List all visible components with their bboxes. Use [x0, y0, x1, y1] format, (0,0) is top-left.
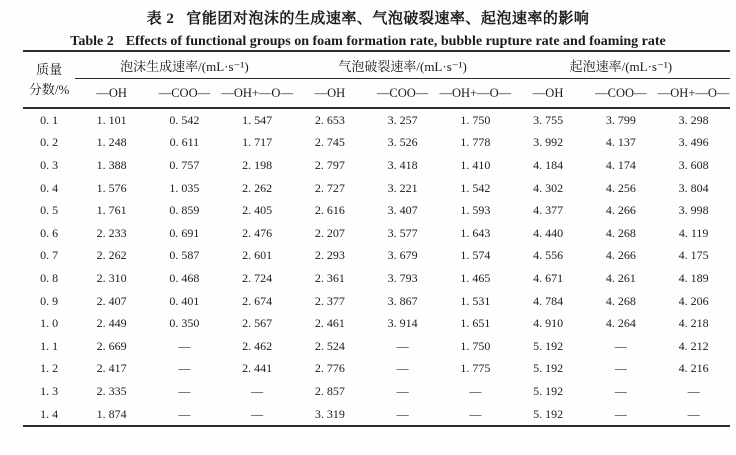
table-title-en-text: Effects of functional groups on foam formation rate, bubble rupture rate and foaming rate [125, 34, 666, 49]
mass-fraction-cell: 0. 7 [40, 248, 59, 263]
value-cell: — [178, 338, 191, 353]
value-cell: 3. 998 [678, 203, 709, 218]
value-cell: — [396, 338, 409, 353]
table-row [23, 199, 730, 222]
value-cell: 4. 216 [678, 361, 709, 376]
mass-fraction-cell: 0. 1 [40, 112, 59, 127]
value-cell: — [614, 406, 627, 421]
value-cell: 5. 192 [533, 406, 564, 421]
col-subheader-oh-o-2: —OH+—O— [439, 79, 512, 109]
value-cell: 2. 524 [314, 338, 345, 353]
table-row [23, 312, 730, 335]
value-cell: 1. 750 [460, 112, 491, 127]
value-cell: 3. 799 [605, 112, 636, 127]
value-cell: 4. 174 [605, 157, 636, 172]
value-cell: 2. 674 [242, 293, 273, 308]
col-subheader-oh-o-3: —OH+—O— [657, 79, 730, 109]
col-header-mass-fraction-line2: 分数/% [28, 81, 70, 97]
value-cell: 0. 350 [169, 316, 200, 331]
value-cell: 1. 651 [460, 316, 491, 331]
value-cell: 3. 319 [314, 406, 345, 421]
value-cell: — [396, 406, 409, 421]
value-cell: 2. 207 [314, 225, 345, 240]
value-cell: 4. 175 [678, 248, 709, 263]
value-cell: — [178, 383, 191, 398]
value-cell: — [469, 383, 482, 398]
value-cell: 2. 462 [242, 338, 273, 353]
table-row [23, 154, 730, 177]
value-cell: 4. 256 [605, 180, 636, 195]
table-row [23, 132, 730, 155]
value-cell: 4. 266 [605, 203, 636, 218]
table-row [23, 108, 730, 132]
col-header-mass-fraction-line1: 质量 [36, 62, 63, 77]
value-cell: 1. 542 [460, 180, 491, 195]
value-cell: 2. 377 [314, 293, 345, 308]
value-cell: 1. 465 [460, 270, 491, 285]
value-cell: 4. 218 [678, 316, 709, 331]
value-cell: 2. 449 [96, 316, 127, 331]
value-cell: — [614, 338, 627, 353]
value-cell: 2. 262 [242, 180, 273, 195]
value-cell: 2. 310 [96, 270, 127, 285]
value-cell: — [614, 361, 627, 376]
value-cell: 1. 775 [460, 361, 491, 376]
value-cell: 2. 857 [314, 383, 345, 398]
value-cell: 2. 461 [314, 316, 345, 331]
mass-fraction-cell: 0. 4 [40, 180, 59, 195]
table-title-en-label: Table 2 [70, 34, 114, 49]
value-cell: 3. 992 [533, 135, 564, 150]
value-cell: 2. 293 [314, 248, 345, 263]
value-cell: 1. 778 [460, 135, 491, 150]
value-cell: 4. 137 [605, 135, 636, 150]
value-cell: 3. 577 [387, 225, 418, 240]
value-cell: 4. 184 [533, 157, 564, 172]
value-cell: 1. 874 [96, 406, 127, 421]
table-title-en [0, 34, 736, 50]
value-cell: 2. 441 [242, 361, 273, 376]
table-row [23, 177, 730, 200]
value-cell: 2. 616 [314, 203, 345, 218]
value-cell: 4. 377 [533, 203, 564, 218]
table-row [23, 380, 730, 403]
value-cell: 3. 755 [533, 112, 564, 127]
table-title-zh-text: 官能团对泡沫的生成速率、气泡破裂速率、起泡速率的影响 [186, 11, 590, 27]
col-group-bubble-rupture-rate: 气泡破裂速率/(mL·s⁻¹) [294, 51, 512, 79]
value-cell: 4. 302 [533, 180, 564, 195]
value-cell: 4. 264 [605, 316, 636, 331]
value-cell: 4. 206 [678, 293, 709, 308]
value-cell: 2. 417 [96, 361, 127, 376]
value-cell: 2. 601 [242, 248, 273, 263]
mass-fraction-cell: 1. 2 [40, 361, 59, 376]
value-cell: 1. 717 [242, 135, 273, 150]
mass-fraction-cell: 1. 3 [40, 383, 59, 398]
value-cell: 3. 221 [387, 180, 418, 195]
col-subheader-coo-1: —COO— [148, 79, 221, 109]
mass-fraction-cell: 0. 2 [40, 135, 59, 150]
value-cell: 3. 257 [387, 112, 418, 127]
value-cell: 3. 418 [387, 157, 418, 172]
value-cell: — [178, 406, 191, 421]
value-cell: 3. 496 [678, 135, 709, 150]
value-cell: 4. 212 [678, 338, 709, 353]
table-row [23, 290, 730, 313]
value-cell: 1. 593 [460, 203, 491, 218]
value-cell: — [396, 383, 409, 398]
value-cell: 2. 727 [314, 180, 345, 195]
mass-fraction-cell: 0. 8 [40, 270, 59, 285]
table-row [23, 222, 730, 245]
value-cell: 1. 531 [460, 293, 491, 308]
value-cell: 4. 261 [605, 270, 636, 285]
value-cell: 1. 750 [460, 338, 491, 353]
value-cell: 2. 724 [242, 270, 273, 285]
value-cell: 0. 542 [169, 112, 200, 127]
value-cell: 3. 804 [678, 180, 709, 195]
table-title-zh-label: 表 2 [146, 11, 175, 27]
col-subheader-oh-1: —OH [75, 79, 148, 109]
value-cell: 2. 567 [242, 316, 273, 331]
value-cell: 3. 407 [387, 203, 418, 218]
col-subheader-coo-2: —COO— [366, 79, 439, 109]
value-cell: 3. 608 [678, 157, 709, 172]
mass-fraction-cell: 1. 0 [40, 316, 59, 331]
table-row [23, 335, 730, 358]
value-cell: 1. 410 [460, 157, 491, 172]
value-cell: 4. 671 [533, 270, 564, 285]
value-cell: 2. 669 [96, 338, 127, 353]
mass-fraction-cell: 0. 3 [40, 157, 59, 172]
mass-fraction-cell: 1. 4 [40, 406, 59, 421]
value-cell: 3. 526 [387, 135, 418, 150]
col-subheader-oh-2: —OH [294, 79, 367, 109]
value-cell: 2. 233 [96, 225, 127, 240]
table-row [23, 358, 730, 381]
value-cell: 1. 643 [460, 225, 491, 240]
value-cell: 1. 574 [460, 248, 491, 263]
value-cell: 3. 793 [387, 270, 418, 285]
value-cell: 1. 248 [96, 135, 127, 150]
value-cell: 0. 757 [169, 157, 200, 172]
col-header-mass-fraction [23, 51, 75, 108]
value-cell: 3. 298 [678, 112, 709, 127]
col-subheader-coo-3: —COO— [584, 79, 657, 109]
value-cell: 1. 761 [96, 203, 127, 218]
value-cell: 2. 361 [314, 270, 345, 285]
value-cell: 1. 388 [96, 157, 127, 172]
value-cell: — [178, 361, 191, 376]
value-cell: 2. 745 [314, 135, 345, 150]
value-cell: 2. 405 [242, 203, 273, 218]
value-cell: 2. 198 [242, 157, 273, 172]
value-cell: 5. 192 [533, 361, 564, 376]
data-table [23, 50, 730, 427]
value-cell: 5. 192 [533, 338, 564, 353]
value-cell: 2. 653 [314, 112, 345, 127]
value-cell: — [251, 406, 264, 421]
value-cell: 4. 556 [533, 248, 564, 263]
header-sub-row [23, 79, 730, 109]
value-cell: 0. 587 [169, 248, 200, 263]
value-cell: 1. 101 [96, 112, 127, 127]
value-cell: 4. 784 [533, 293, 564, 308]
value-cell: 1. 035 [169, 180, 200, 195]
table-row [23, 267, 730, 290]
value-cell: 4. 268 [605, 225, 636, 240]
value-cell: 2. 262 [96, 248, 127, 263]
col-group-foam-formation-rate: 泡沫生成速率/(mL·s⁻¹) [75, 51, 293, 79]
mass-fraction-cell: 0. 6 [40, 225, 59, 240]
value-cell: 0. 691 [169, 225, 200, 240]
mass-fraction-cell: 0. 5 [40, 203, 59, 218]
value-cell: 4. 266 [605, 248, 636, 263]
value-cell: 3. 867 [387, 293, 418, 308]
value-cell: 2. 335 [96, 383, 127, 398]
value-cell: — [396, 361, 409, 376]
value-cell: 0. 401 [169, 293, 200, 308]
col-subheader-oh-o-1: —OH+—O— [221, 79, 294, 109]
value-cell: 1. 576 [96, 180, 127, 195]
value-cell: 0. 859 [169, 203, 200, 218]
value-cell: 3. 679 [387, 248, 418, 263]
value-cell: 0. 468 [169, 270, 200, 285]
value-cell: — [614, 383, 627, 398]
value-cell: 4. 440 [533, 225, 564, 240]
value-cell: — [687, 406, 700, 421]
table-row [23, 245, 730, 268]
value-cell: 4. 189 [678, 270, 709, 285]
value-cell: — [687, 383, 700, 398]
value-cell: 4. 119 [678, 225, 709, 240]
mass-fraction-cell: 1. 1 [40, 338, 59, 353]
col-subheader-oh-3: —OH [512, 79, 585, 109]
value-cell: 3. 914 [387, 316, 418, 331]
value-cell: — [469, 406, 482, 421]
value-cell: 4. 910 [533, 316, 564, 331]
value-cell: 1. 547 [242, 112, 273, 127]
table-title-zh [0, 0, 736, 28]
value-cell: 2. 776 [314, 361, 345, 376]
value-cell: 2. 476 [242, 225, 273, 240]
header-group-row [23, 51, 730, 79]
value-cell: 5. 192 [533, 383, 564, 398]
col-group-foaming-rate: 起泡速率/(mL·s⁻¹) [512, 51, 730, 79]
value-cell: 4. 268 [605, 293, 636, 308]
value-cell: — [251, 383, 264, 398]
value-cell: 0. 611 [169, 135, 200, 150]
mass-fraction-cell: 0. 9 [40, 293, 59, 308]
value-cell: 2. 407 [96, 293, 127, 308]
value-cell: 2. 797 [314, 157, 345, 172]
table-row [23, 403, 730, 427]
